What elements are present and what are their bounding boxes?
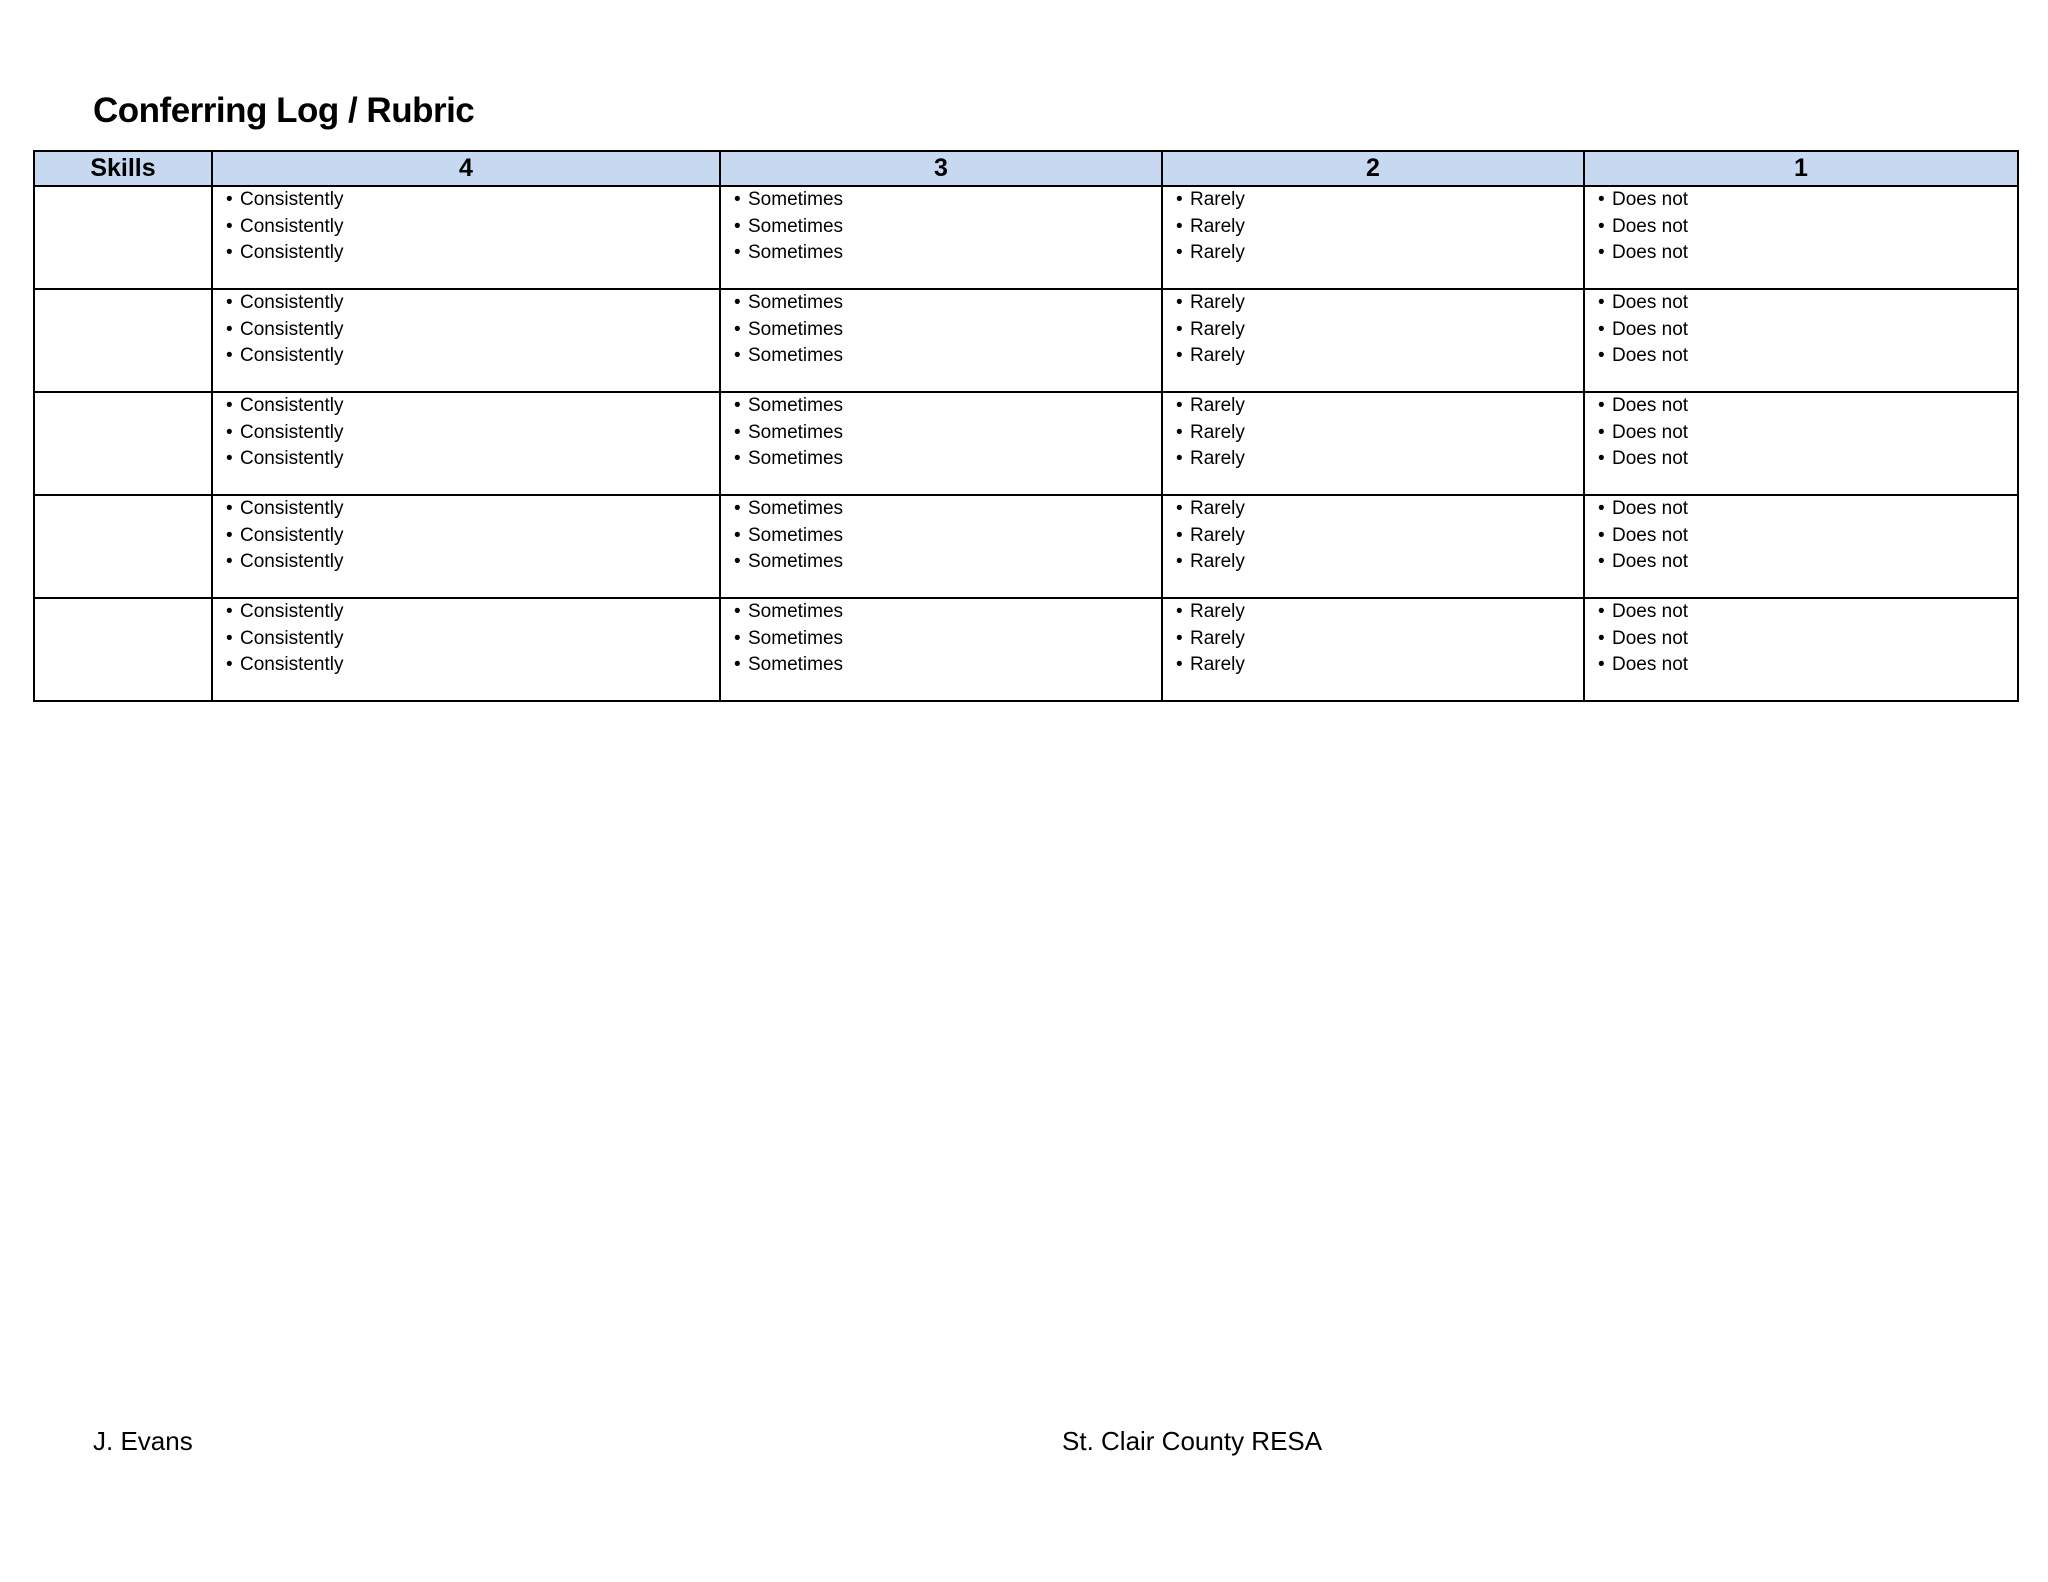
descriptor-list	[1585, 496, 2017, 576]
descriptor-list	[721, 187, 1161, 267]
descriptor-item	[734, 240, 1161, 267]
descriptor-text: Does not	[1612, 601, 1689, 622]
descriptor-item	[226, 599, 719, 626]
score-4-cell	[212, 186, 720, 289]
descriptor-item	[734, 420, 1161, 447]
bullet-icon: •	[1176, 551, 1183, 572]
bullet-icon: •	[226, 395, 233, 416]
bullet-icon: •	[1598, 292, 1605, 313]
descriptor-text: Consistently	[240, 242, 344, 263]
rubric-body	[34, 186, 2018, 701]
bullet-icon: •	[226, 627, 233, 649]
score-4-cell	[212, 289, 720, 392]
descriptor-text: Sometimes	[748, 654, 844, 675]
descriptor-list	[213, 496, 719, 576]
bullet-icon: •	[1598, 551, 1605, 572]
bullet-icon: •	[1176, 448, 1183, 469]
descriptor-item	[1176, 652, 1583, 679]
descriptor-list	[721, 290, 1161, 370]
score-3-cell	[720, 495, 1162, 598]
descriptor-item	[734, 446, 1161, 473]
bullet-icon: •	[1176, 524, 1183, 546]
bullet-icon: •	[226, 524, 233, 546]
bullet-icon: •	[734, 627, 741, 649]
descriptor-list	[1585, 599, 2017, 679]
bullet-icon: •	[734, 498, 741, 519]
bullet-icon: •	[1598, 448, 1605, 469]
bullet-icon: •	[1598, 601, 1605, 622]
descriptor-text: Consistently	[240, 215, 344, 237]
descriptor-text: Consistently	[240, 395, 344, 416]
descriptor-item	[226, 393, 719, 420]
descriptor-text: Does not	[1612, 215, 1689, 237]
descriptor-text: Sometimes	[748, 318, 844, 340]
descriptor-item	[734, 290, 1161, 317]
score-1-cell	[1584, 289, 2018, 392]
descriptor-item	[1598, 393, 2017, 420]
descriptor-item	[1598, 187, 2017, 214]
bullet-icon: •	[226, 448, 233, 469]
descriptor-text: Does not	[1612, 498, 1689, 519]
column-header-skills: Skills	[34, 151, 212, 186]
descriptor-list	[721, 393, 1161, 473]
descriptor-item	[1598, 446, 2017, 473]
bullet-icon: •	[1176, 498, 1183, 519]
bullet-icon: •	[1598, 395, 1605, 416]
descriptor-item	[734, 343, 1161, 370]
descriptor-list	[213, 290, 719, 370]
descriptor-item	[1176, 446, 1583, 473]
descriptor-text: Consistently	[240, 421, 344, 443]
descriptor-item	[226, 187, 719, 214]
score-2-cell	[1162, 186, 1584, 289]
descriptor-item	[1176, 290, 1583, 317]
descriptor-item	[1176, 496, 1583, 523]
descriptor-text: Consistently	[240, 318, 344, 340]
descriptor-list	[721, 599, 1161, 679]
bullet-icon: •	[226, 189, 233, 210]
descriptor-list	[1585, 290, 2017, 370]
descriptor-text: Sometimes	[748, 627, 844, 649]
column-header-score-2: 2	[1162, 151, 1584, 186]
descriptor-item	[1598, 240, 2017, 267]
header-row	[34, 151, 2018, 186]
descriptor-text: Consistently	[240, 189, 344, 210]
column-header-score-3: 3	[720, 151, 1162, 186]
descriptor-text: Sometimes	[748, 551, 844, 572]
descriptor-item	[1176, 240, 1583, 267]
descriptor-item	[226, 626, 719, 653]
bullet-icon: •	[1176, 318, 1183, 340]
skill-cell	[34, 392, 212, 495]
descriptor-text: Sometimes	[748, 524, 844, 546]
footer-organization: St. Clair County RESA	[1062, 1426, 1323, 1456]
score-2-cell	[1162, 598, 1584, 701]
descriptor-item	[734, 393, 1161, 420]
bullet-icon: •	[1176, 189, 1183, 210]
descriptor-text: Sometimes	[748, 215, 844, 237]
descriptor-text: Rarely	[1190, 345, 1245, 366]
descriptor-item	[1598, 214, 2017, 241]
descriptor-item	[226, 652, 719, 679]
skill-cell	[34, 495, 212, 598]
descriptor-item	[1598, 420, 2017, 447]
descriptor-text: Does not	[1612, 318, 1689, 340]
descriptor-text: Does not	[1612, 421, 1689, 443]
descriptor-list	[1163, 599, 1583, 679]
bullet-icon: •	[1176, 601, 1183, 622]
score-3-cell	[720, 598, 1162, 701]
descriptor-text: Consistently	[240, 524, 344, 546]
descriptor-list	[1163, 187, 1583, 267]
descriptor-item	[1598, 652, 2017, 679]
bullet-icon: •	[226, 318, 233, 340]
descriptor-item	[226, 420, 719, 447]
score-4-cell	[212, 495, 720, 598]
bullet-icon: •	[1176, 292, 1183, 313]
bullet-icon: •	[1598, 345, 1605, 366]
descriptor-text: Rarely	[1190, 189, 1245, 210]
table-row	[34, 598, 2018, 701]
descriptor-item	[734, 214, 1161, 241]
footer-author: J. Evans	[93, 1426, 193, 1456]
descriptor-item	[1598, 549, 2017, 576]
bullet-icon: •	[734, 524, 741, 546]
score-1-cell	[1584, 392, 2018, 495]
descriptor-item	[1598, 317, 2017, 344]
bullet-icon: •	[734, 601, 741, 622]
descriptor-item	[734, 317, 1161, 344]
descriptor-item	[226, 290, 719, 317]
descriptor-text: Consistently	[240, 498, 344, 519]
score-1-cell	[1584, 495, 2018, 598]
column-header-score-4: 4	[212, 151, 720, 186]
descriptor-text: Rarely	[1190, 601, 1245, 622]
table-row	[34, 495, 2018, 598]
bullet-icon: •	[1598, 654, 1605, 675]
descriptor-text: Sometimes	[748, 292, 844, 313]
page-title: Conferring Log / Rubric	[93, 91, 475, 130]
descriptor-text: Consistently	[240, 654, 344, 675]
bullet-icon: •	[226, 601, 233, 622]
score-4-cell	[212, 392, 720, 495]
descriptor-item	[1176, 549, 1583, 576]
descriptor-list	[1585, 393, 2017, 473]
descriptor-item	[734, 496, 1161, 523]
rubric-table	[33, 150, 2019, 702]
descriptor-text: Does not	[1612, 189, 1689, 210]
descriptor-item	[226, 523, 719, 550]
descriptor-text: Rarely	[1190, 242, 1245, 263]
descriptor-text: Sometimes	[748, 242, 844, 263]
descriptor-text: Does not	[1612, 551, 1689, 572]
score-1-cell	[1584, 598, 2018, 701]
descriptor-text: Sometimes	[748, 421, 844, 443]
bullet-icon: •	[734, 551, 741, 572]
bullet-icon: •	[226, 292, 233, 313]
bullet-icon: •	[226, 345, 233, 366]
table-row	[34, 186, 2018, 289]
descriptor-item	[734, 599, 1161, 626]
descriptor-list	[1585, 187, 2017, 267]
descriptor-list	[213, 599, 719, 679]
descriptor-text: Rarely	[1190, 498, 1245, 519]
descriptor-item	[1598, 496, 2017, 523]
bullet-icon: •	[734, 345, 741, 366]
score-1-cell	[1584, 186, 2018, 289]
bullet-icon: •	[734, 421, 741, 443]
descriptor-item	[226, 549, 719, 576]
descriptor-item	[1176, 523, 1583, 550]
bullet-icon: •	[226, 215, 233, 237]
descriptor-text: Rarely	[1190, 524, 1245, 546]
descriptor-text: Sometimes	[748, 448, 844, 469]
bullet-icon: •	[1598, 242, 1605, 263]
descriptor-item	[1176, 599, 1583, 626]
bullet-icon: •	[226, 498, 233, 519]
descriptor-item	[1598, 523, 2017, 550]
descriptor-item	[226, 317, 719, 344]
descriptor-list	[213, 187, 719, 267]
descriptor-text: Sometimes	[748, 189, 844, 210]
bullet-icon: •	[734, 395, 741, 416]
descriptor-text: Consistently	[240, 601, 344, 622]
bullet-icon: •	[226, 551, 233, 572]
descriptor-item	[734, 549, 1161, 576]
bullet-icon: •	[226, 242, 233, 263]
descriptor-text: Sometimes	[748, 601, 844, 622]
bullet-icon: •	[1176, 395, 1183, 416]
descriptor-item	[226, 214, 719, 241]
score-2-cell	[1162, 289, 1584, 392]
descriptor-list	[1163, 496, 1583, 576]
score-2-cell	[1162, 495, 1584, 598]
descriptor-item	[734, 523, 1161, 550]
descriptor-item	[734, 187, 1161, 214]
bullet-icon: •	[1598, 627, 1605, 649]
descriptor-text: Consistently	[240, 448, 344, 469]
bullet-icon: •	[1598, 498, 1605, 519]
bullet-icon: •	[1176, 627, 1183, 649]
descriptor-text: Rarely	[1190, 395, 1245, 416]
descriptor-item	[1176, 317, 1583, 344]
descriptor-text: Rarely	[1190, 318, 1245, 340]
descriptor-item	[1598, 343, 2017, 370]
bullet-icon: •	[1176, 345, 1183, 366]
bullet-icon: •	[1598, 215, 1605, 237]
bullet-icon: •	[1598, 318, 1605, 340]
column-header-score-1: 1	[1584, 151, 2018, 186]
descriptor-text: Consistently	[240, 627, 344, 649]
bullet-icon: •	[1176, 242, 1183, 263]
descriptor-list	[1163, 290, 1583, 370]
descriptor-text: Rarely	[1190, 551, 1245, 572]
descriptor-list	[213, 393, 719, 473]
bullet-icon: •	[1176, 421, 1183, 443]
table-row	[34, 289, 2018, 392]
descriptor-text: Does not	[1612, 654, 1689, 675]
score-4-cell	[212, 598, 720, 701]
descriptor-text: Does not	[1612, 448, 1689, 469]
descriptor-item	[226, 496, 719, 523]
descriptor-item	[1598, 599, 2017, 626]
bullet-icon: •	[1598, 421, 1605, 443]
descriptor-text: Sometimes	[748, 498, 844, 519]
descriptor-item	[1176, 214, 1583, 241]
table-row	[34, 392, 2018, 495]
bullet-icon: •	[1176, 215, 1183, 237]
bullet-icon: •	[1598, 189, 1605, 210]
bullet-icon: •	[734, 292, 741, 313]
descriptor-item	[1176, 420, 1583, 447]
descriptor-item	[1598, 626, 2017, 653]
descriptor-item	[1598, 290, 2017, 317]
descriptor-text: Does not	[1612, 395, 1689, 416]
descriptor-item	[226, 343, 719, 370]
descriptor-item	[1176, 393, 1583, 420]
rubric-header	[34, 151, 2018, 186]
descriptor-item	[226, 446, 719, 473]
bullet-icon: •	[734, 318, 741, 340]
bullet-icon: •	[1176, 654, 1183, 675]
descriptor-text: Rarely	[1190, 421, 1245, 443]
descriptor-text: Rarely	[1190, 654, 1245, 675]
bullet-icon: •	[226, 654, 233, 675]
bullet-icon: •	[734, 189, 741, 210]
descriptor-item	[734, 652, 1161, 679]
bullet-icon: •	[226, 421, 233, 443]
descriptor-text: Does not	[1612, 524, 1689, 546]
skill-cell	[34, 186, 212, 289]
descriptor-item	[734, 626, 1161, 653]
bullet-icon: •	[734, 215, 741, 237]
descriptor-list	[1163, 393, 1583, 473]
descriptor-item	[1176, 187, 1583, 214]
descriptor-item	[1176, 343, 1583, 370]
score-3-cell	[720, 392, 1162, 495]
descriptor-text: Consistently	[240, 292, 344, 313]
descriptor-item	[1176, 626, 1583, 653]
descriptor-item	[226, 240, 719, 267]
descriptor-list	[721, 496, 1161, 576]
bullet-icon: •	[734, 242, 741, 263]
descriptor-text: Rarely	[1190, 292, 1245, 313]
skill-cell	[34, 598, 212, 701]
descriptor-text: Rarely	[1190, 215, 1245, 237]
descriptor-text: Rarely	[1190, 448, 1245, 469]
descriptor-text: Does not	[1612, 345, 1689, 366]
descriptor-text: Sometimes	[748, 345, 844, 366]
descriptor-text: Rarely	[1190, 627, 1245, 649]
bullet-icon: •	[1598, 524, 1605, 546]
descriptor-text: Does not	[1612, 242, 1689, 263]
descriptor-text: Sometimes	[748, 395, 844, 416]
descriptor-text: Consistently	[240, 551, 344, 572]
score-3-cell	[720, 289, 1162, 392]
descriptor-text: Does not	[1612, 292, 1689, 313]
descriptor-text: Consistently	[240, 345, 344, 366]
descriptor-text: Does not	[1612, 627, 1689, 649]
bullet-icon: •	[734, 448, 741, 469]
score-3-cell	[720, 186, 1162, 289]
bullet-icon: •	[734, 654, 741, 675]
skill-cell	[34, 289, 212, 392]
score-2-cell	[1162, 392, 1584, 495]
